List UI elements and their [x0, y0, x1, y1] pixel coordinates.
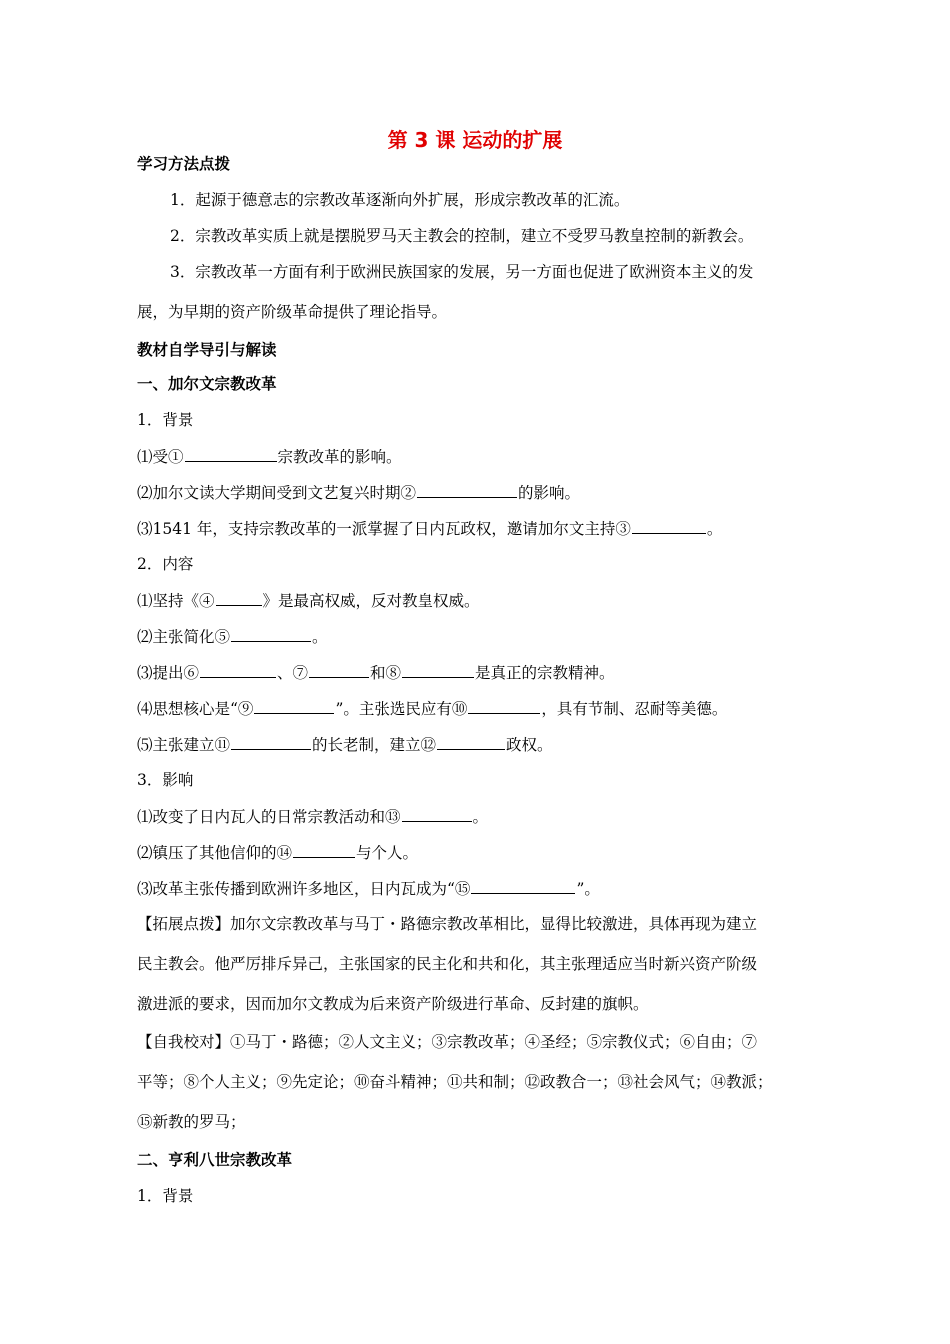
method-item-2: 2．宗教改革实质上就是摆脱罗马天主教会的控制，建立不受罗马教皇控制的新教会。	[170, 227, 754, 245]
extension-note-3: 激进派的要求，因而加尔文教成为后来资产阶级进行革命、反封建的旗帜。	[137, 995, 649, 1013]
blank-10[interactable]	[468, 698, 540, 714]
blank-1[interactable]	[185, 446, 277, 462]
blank-2[interactable]	[417, 482, 517, 498]
content-item-5: ⑸主张建立⑪ 的长老制，建立⑫ 政权。	[137, 736, 553, 754]
impact-item-1: ⑴改变了日内瓦人的日常宗教活动和⑬ 。	[137, 808, 489, 826]
impact-item-3: ⑶改革主张传播到欧洲许多地区，日内瓦成为“⑮ ”。	[137, 880, 600, 898]
blank-14[interactable]	[293, 842, 355, 858]
subheading-impact: 3．影响	[137, 771, 194, 789]
part-heading-henry: 二、亨利八世宗教改革	[137, 1151, 293, 1169]
blank-6[interactable]	[200, 662, 276, 678]
blank-15[interactable]	[471, 878, 575, 894]
content-item-1: ⑴坚持《④ 》是最高权威，反对教皇权威。	[137, 592, 480, 610]
method-item-3: 3．宗教改革一方面有利于欧洲民族国家的发展，另一方面也促进了欧洲资本主义的发	[170, 263, 754, 281]
extension-note-2: 民主教会。他严厉排斥异己，主张国家的民主化和共和化，其主张理适应当时新兴资产阶级	[137, 955, 758, 973]
section-heading-method: 学习方法点拨	[137, 155, 231, 173]
self-check-1: 【自我校对】①马丁・路德；②人文主义；③宗教改革；④圣经；⑤宗教仪式；⑥自由；⑦	[137, 1033, 758, 1051]
lesson-title: 第 3 课 运动的扩展	[387, 128, 563, 152]
self-check-2: 平等；⑧个人主义；⑨先定论；⑩奋斗精神；⑪共和制；⑫政教合一；⑬社会风气；⑭教派；	[137, 1073, 773, 1091]
background-item-3: ⑶1541 年，支持宗教改革的一派掌握了日内瓦政权，邀请加尔文主持③ 。	[137, 520, 723, 538]
background-item-2: ⑵加尔文读大学期间受到文艺复兴时期② 的影响。	[137, 484, 581, 502]
method-item-3-cont: 展，为早期的资产阶级革命提供了理论指导。	[137, 303, 448, 321]
blank-8[interactable]	[402, 662, 474, 678]
blank-7[interactable]	[309, 662, 369, 678]
blank-4[interactable]	[216, 590, 262, 606]
blank-3[interactable]	[632, 518, 706, 534]
background-item-1: ⑴受① 宗教改革的影响。	[137, 448, 402, 466]
blank-11[interactable]	[231, 734, 311, 750]
impact-item-2: ⑵镇压了其他信仰的⑭ 与个人。	[137, 844, 419, 862]
blank-9[interactable]	[254, 698, 334, 714]
blank-5[interactable]	[231, 626, 311, 642]
content-item-3: ⑶提出⑥ 、⑦ 和⑧ 是真正的宗教精神。	[137, 664, 615, 682]
subheading-background: 1．背景	[137, 411, 194, 429]
content-item-2: ⑵主张简化⑤ 。	[137, 628, 328, 646]
method-item-1: 1．起源于德意志的宗教改革逐渐向外扩展，形成宗教改革的汇流。	[170, 191, 630, 209]
self-check-3: ⑮新教的罗马；	[137, 1113, 246, 1131]
content-item-4: ⑷思想核心是“⑨ ”。主张选民应有⑩ ，具有节制、忍耐等美德。	[137, 700, 728, 718]
blank-13[interactable]	[402, 806, 472, 822]
extension-note-1: 【拓展点拨】加尔文宗教改革与马丁・路德宗教改革相比，显得比较激进，具体再现为建立	[137, 915, 758, 933]
section-heading-guide: 教材自学导引与解读	[137, 341, 277, 359]
subheading-content: 2．内容	[137, 555, 194, 573]
part-heading-calvin: 一、加尔文宗教改革	[137, 375, 277, 393]
subheading-background-2: 1．背景	[137, 1187, 194, 1205]
blank-12[interactable]	[437, 734, 505, 750]
